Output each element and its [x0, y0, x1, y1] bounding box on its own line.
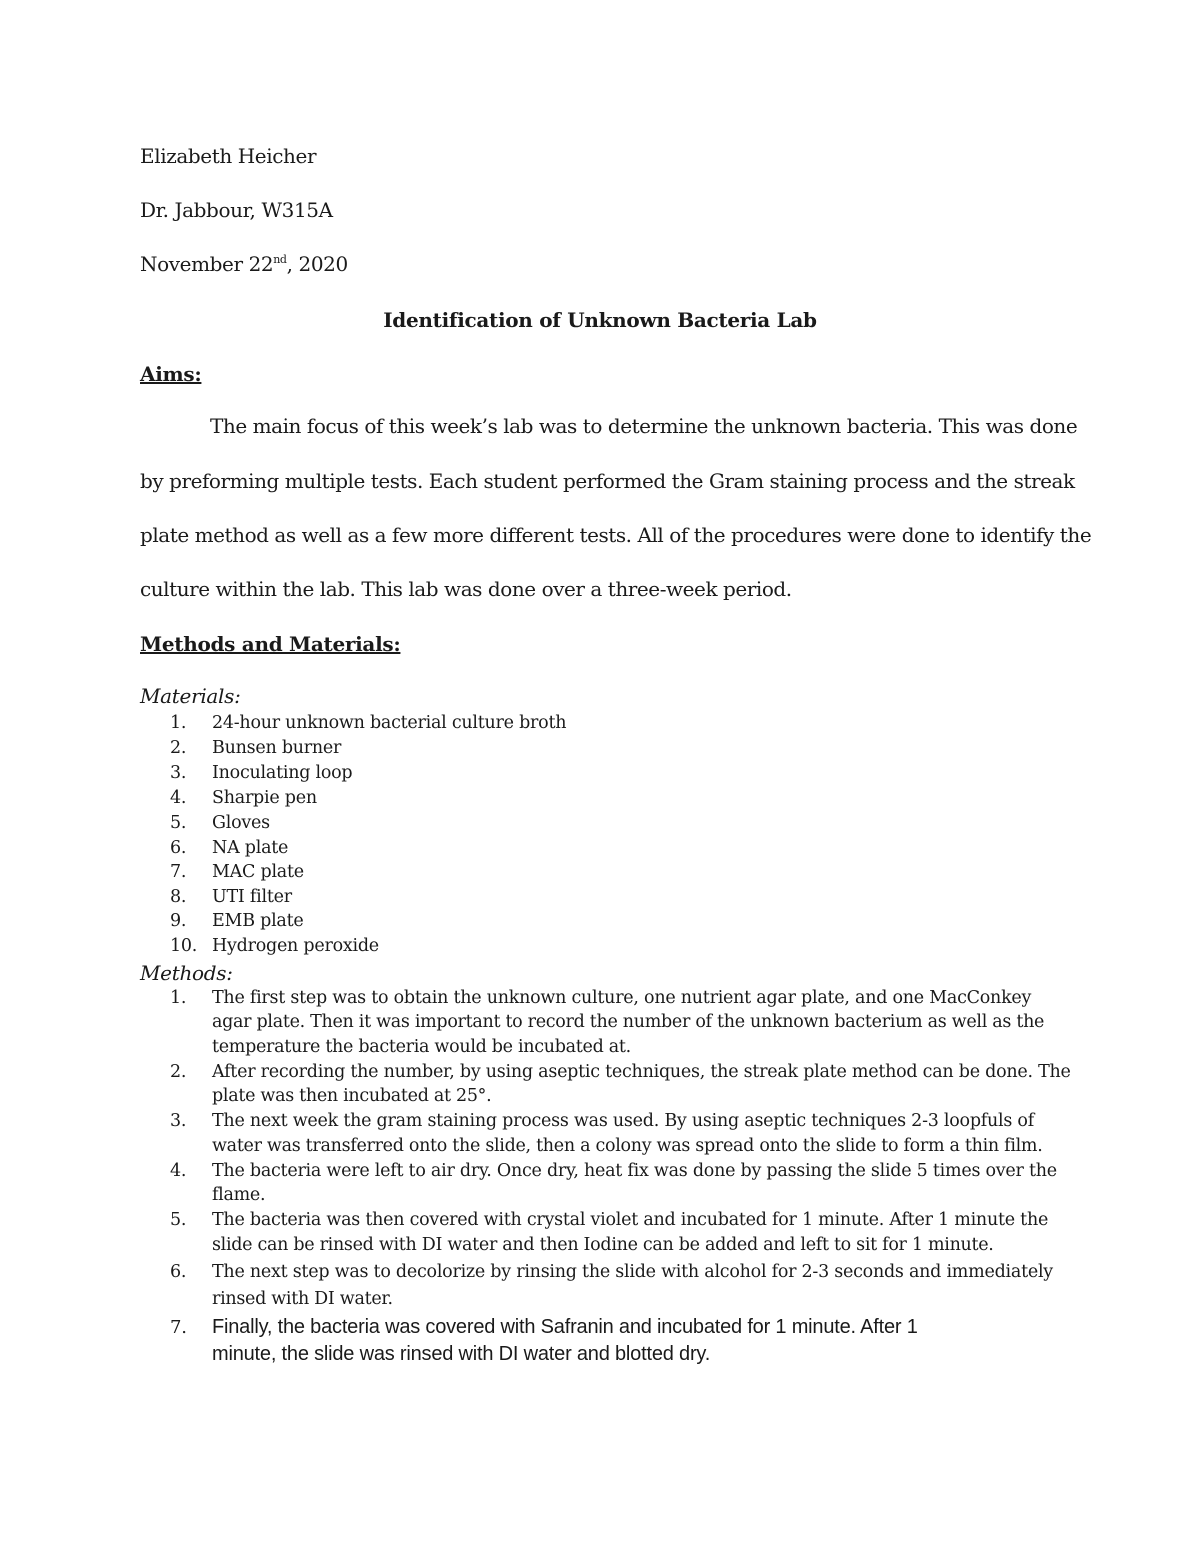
item-text: NA plate [212, 838, 289, 858]
item-number: 2. [170, 738, 187, 758]
item-number: 7. [170, 1317, 187, 1338]
item-number: 6. [170, 1262, 187, 1282]
item-text: Inoculating loop [212, 763, 353, 783]
item-text: Sharpie pen [212, 788, 317, 808]
date-year: , 2020 [286, 252, 348, 276]
methods-item-continuation: minute, the slide was rinsed with DI water and blotted dry. [212, 1343, 711, 1365]
aims-line: plate method as well as a few more different tests. All of the procedures were done to identify the [140, 523, 1092, 547]
materials-item [170, 763, 352, 783]
item-number: 1. [170, 713, 187, 733]
aims-line: culture within the lab. This lab was done over a three-week period. [140, 577, 792, 601]
item-text: UTI filter [212, 887, 292, 907]
item-number: 4. [170, 1161, 187, 1181]
item-number: 8. [170, 887, 187, 907]
methods-item [170, 1316, 918, 1339]
item-text: The next step was to decolorize by rinsing the slide with alcohol for 2-3 seconds and immediately [212, 1262, 1053, 1282]
author-name: Elizabeth Heicher [140, 144, 317, 168]
materials-label: Materials: [140, 684, 241, 708]
item-number: 3. [170, 763, 187, 783]
item-text: Finally, the bacteria was covered with Safranin and incubated for 1 minute. After 1 [212, 1316, 918, 1338]
item-number: 6. [170, 838, 187, 858]
aims-heading: Aims: [140, 362, 202, 386]
date-main: November 22 [140, 252, 274, 276]
materials-item [170, 862, 304, 882]
materials-item [170, 813, 270, 833]
materials-item [170, 838, 288, 858]
methods-item [170, 1262, 1053, 1282]
methods-item-continuation: water was transferred onto the slide, then a colony was spread onto the slide to form a thin film. [212, 1136, 1043, 1156]
date-ordinal: nd [273, 253, 287, 266]
item-text: After recording the number, by using aseptic techniques, the streak plate method can be done. The [212, 1062, 1071, 1082]
materials-item [170, 887, 292, 907]
item-number: 1. [170, 988, 187, 1008]
item-number: 5. [170, 1210, 187, 1230]
item-text: MAC plate [212, 862, 304, 882]
item-text: The first step was to obtain the unknown culture, one nutrient agar plate, and one MacConkey [212, 988, 1032, 1008]
methods-item-continuation: slide can be rinsed with DI water and then Iodine can be added and left to sit for 1 minute. [212, 1235, 994, 1255]
methods-item-continuation: flame. [212, 1185, 266, 1205]
materials-item [170, 738, 341, 758]
aims-line: by preforming multiple tests. Each student performed the Gram staining process and the streak [140, 469, 1075, 493]
materials-item [170, 911, 304, 931]
item-text: 24-hour unknown bacterial culture broth [212, 713, 567, 733]
item-text: The bacteria were left to air dry. Once dry, heat fix was done by passing the slide 5 times over the [212, 1161, 1057, 1181]
methods-item [170, 1062, 1071, 1082]
methods-item [170, 1111, 1034, 1131]
methods-item [170, 1161, 1057, 1181]
item-number: 10. [170, 936, 198, 956]
document-title: Identification of Unknown Bacteria Lab [383, 308, 817, 332]
methods-item-continuation: temperature the bacteria would be incubated at. [212, 1037, 631, 1057]
item-text: EMB plate [212, 911, 304, 931]
item-text: Bunsen burner [212, 738, 342, 758]
item-number: 4. [170, 788, 187, 808]
materials-item [170, 713, 566, 733]
item-number: 9. [170, 911, 187, 931]
item-number: 3. [170, 1111, 187, 1131]
materials-item [170, 788, 317, 808]
item-number: 2. [170, 1062, 187, 1082]
item-text: The next week the gram staining process was used. By using aseptic techniques 2-3 loopfuls of [212, 1111, 1034, 1131]
item-number: 7. [170, 862, 187, 882]
item-text: Hydrogen peroxide [212, 936, 379, 956]
item-text: Gloves [212, 813, 270, 833]
methods-item-continuation: plate was then incubated at 25°. [212, 1086, 492, 1106]
document-date [140, 252, 348, 276]
item-text: The bacteria was then covered with crystal violet and incubated for 1 minute. After 1 minute the [212, 1210, 1049, 1230]
methods-item [170, 1210, 1048, 1230]
materials-item [170, 936, 379, 956]
methods-item [170, 988, 1031, 1008]
item-number: 5. [170, 813, 187, 833]
methods-item-continuation: agar plate. Then it was important to record the number of the unknown bacterium as well as the [212, 1012, 1045, 1032]
instructor-course: Dr. Jabbour, W315A [140, 198, 333, 222]
methods-item-continuation: rinsed with DI water. [212, 1289, 393, 1309]
methods-materials-heading: Methods and Materials: [140, 632, 401, 656]
aims-line: The main focus of this week’s lab was to determine the unknown bacteria. This was done [210, 414, 1078, 438]
methods-label: Methods: [140, 961, 233, 985]
